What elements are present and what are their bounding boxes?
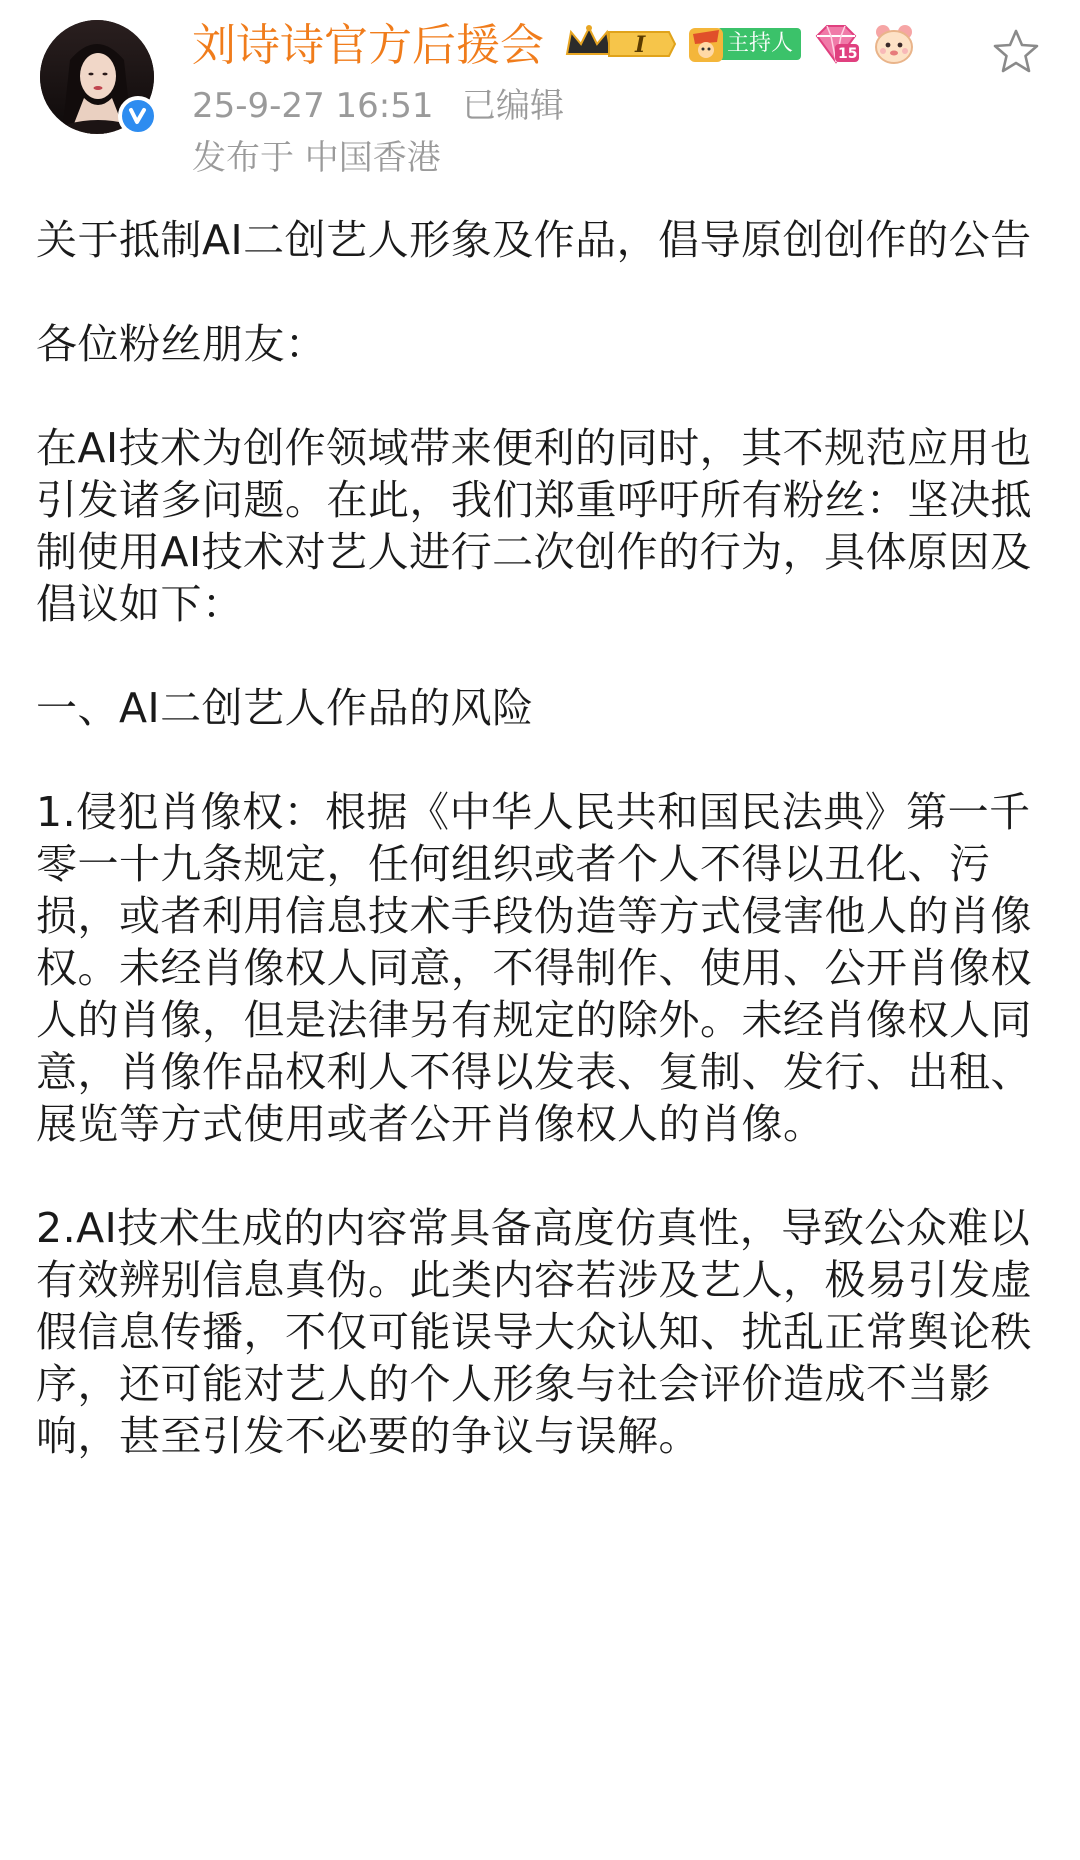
verified-icon	[118, 96, 158, 136]
post-body	[36, 214, 1048, 1462]
author-badges	[565, 20, 917, 68]
post-section-heading: 一、AI二创艺人作品的风险	[36, 684, 534, 732]
post-paragraph-point-1: 1.侵犯肖像权：根据《中华人民共和国民法典》第一千零一十九条规定，任何组织或者个人不得以丑化、污损，或者利用信息技术手段伪造等方式侵害他人的肖像权。未经肖像权人同意，不得制作、使用、公开肖像权人的肖像，但是法律另有规定的除外。未经肖像权人同意，肖像作品权利人不得以发表、复制、发行、出租、展览等方式使用或者公开肖像权人的肖像。	[36, 788, 1032, 1148]
mascot-icon[interactable]	[871, 22, 917, 66]
post-header	[0, 0, 1080, 180]
host-badge[interactable]	[687, 22, 801, 66]
level-badge[interactable]	[565, 22, 677, 66]
post-paragraph-point-2: 2.AI技术生成的内容常具备高度仿真性，导致公众难以有效辨别信息真伪。此类内容若涉及艺人，极易引发虚假信息传播，不仅可能误导大众认知、扰乱正常舆论秩序，还可能对艺人的个人形象与社会评价造成不当影响，甚至引发不必要的争议与误解。	[36, 1204, 1032, 1460]
level-badge-text: I	[635, 32, 646, 58]
author-avatar[interactable]	[40, 20, 160, 140]
post-title: 关于抵制AI二创艺人形象及作品，倡导原创创作的公告	[36, 216, 1032, 264]
favorite-star-icon[interactable]	[990, 26, 1042, 78]
edited-label[interactable]: 已编辑	[462, 86, 564, 126]
gem-level-badge[interactable]	[811, 22, 861, 66]
post-location: 发布于 中国香港	[192, 138, 441, 178]
gem-level-text: 15	[838, 46, 858, 62]
post-greeting: 各位粉丝朋友：	[36, 320, 327, 368]
host-badge-label: 主持人	[727, 31, 794, 56]
post-paragraph-intro: 在AI技术为创作领域带来便利的同时，其不规范应用也引发诸多问题。在此，我们郑重呼吁所有粉丝：坚决抵制使用AI技术对艺人进行二次创作的行为，具体原因及倡议如下：	[36, 424, 1032, 628]
author-name[interactable]: 刘诗诗官方后援会	[192, 20, 544, 71]
post-time: 25-9-27 16:51	[192, 86, 434, 126]
